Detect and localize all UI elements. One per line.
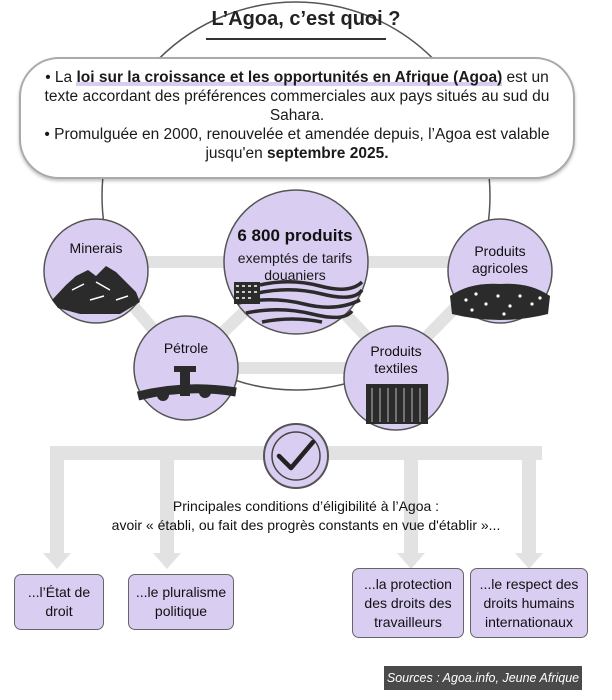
agricoles-label: Produits agricoles <box>471 243 529 276</box>
petrole-circle <box>134 316 238 420</box>
conditions-subheading: avoir « établi, ou fait des progrès constants en vue d'établir »... <box>111 517 501 533</box>
expiry-date: septembre 2025. <box>267 145 389 162</box>
conditions-heading: Principales conditions d’éligibilité à l’Agoa : <box>172 498 440 514</box>
intro-p1-prefix: • La <box>45 69 77 86</box>
products-count: 6 800 produits <box>237 226 353 245</box>
condition-droits-humains <box>470 568 588 638</box>
title-underline <box>206 38 386 40</box>
condition-etat-label: ...l’État de droit <box>27 584 91 619</box>
page-title: L’Agoa, c’est quoi ? <box>211 8 401 30</box>
intro-paragraph-2 <box>35 125 559 163</box>
thread-spool-illustration <box>366 384 428 424</box>
products-description: exemptés de tarifs douaniers <box>237 250 353 283</box>
minerais-circle <box>44 219 148 323</box>
intro-box <box>19 57 575 179</box>
agoa-full-name: loi sur la croissance et les opportunités en Afrique (Agoa) <box>76 69 503 86</box>
minerais-label: Minerais <box>69 240 123 256</box>
petrole-label: Pétrole <box>163 340 209 356</box>
condition-pluralisme <box>128 574 234 630</box>
grain-illustration <box>450 284 550 320</box>
textiles-label: Produits textiles <box>370 343 422 376</box>
intro-p2-text: • Promulguée en 2000, renouvelée et amendée depuis, l’Agoa est valable jusqu'en <box>44 126 550 162</box>
condition-droits-humains-label: ...le respect des droits humains internationaux <box>479 575 579 630</box>
condition-etat-de-droit <box>14 574 104 630</box>
intro-p1-rest: est un texte accordant des préférences commerciales aux pays situés au sud du Sahara. <box>44 69 550 124</box>
textiles-circle <box>344 326 448 430</box>
sources-credit: Sources : Agoa.info, Jeune Afrique <box>384 666 582 690</box>
intro-paragraph-1 <box>35 68 559 125</box>
condition-travailleurs <box>352 568 464 638</box>
checkmark-circle <box>264 424 328 488</box>
condition-pluralisme-label: ...le pluralisme politique <box>135 584 227 619</box>
condition-travailleurs-label: ...la protection des droits des travailleurs <box>364 575 452 630</box>
